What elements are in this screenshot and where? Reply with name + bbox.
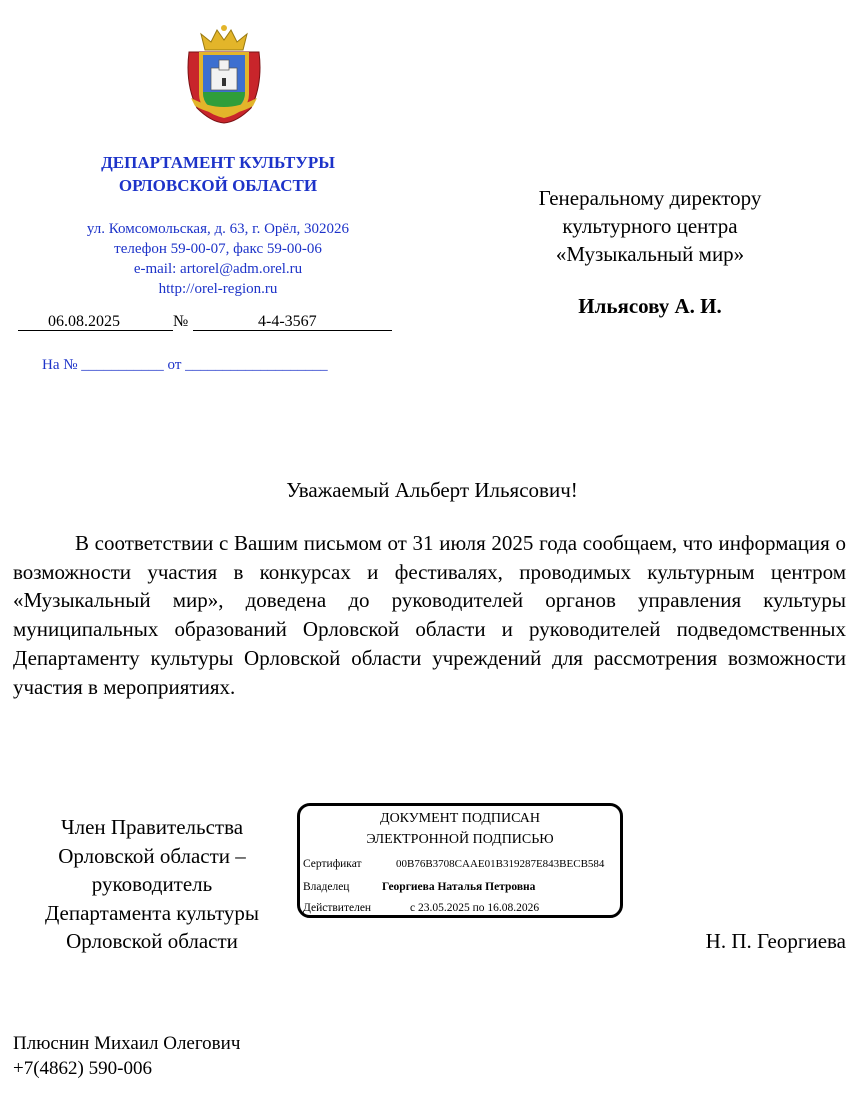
greeting: Уважаемый Альберт Ильясович! [286, 478, 578, 502]
signer-title-line2: Орловской области – [58, 844, 246, 868]
addressee-name: Ильясову А. И. [578, 294, 722, 318]
stamp-owner-label: Владелец [303, 881, 350, 893]
department-email: e-mail: artorel@adm.orel.ru [133, 261, 303, 277]
reference-line: На № ___________ от ___________________ [42, 357, 328, 373]
signer-name: Н. П. Георгиева [705, 929, 846, 953]
stamp-heading1: ДОКУМЕНТ ПОДПИСАН [380, 811, 540, 826]
letter-body: В соответствии с Вашим письмом от 31 июля 2025 года сообщаем, что информация о возможности участия в конкурсах и фестивалях, проводимых культурным центром «Музыкальный мир», доведена до руководителей органов управления культуры муниципальных образований Орловской области и руководителей подведомственных Департаменту культуры Орловской области учреждений для рассмотрения возможности участия в мероприятиях. [13, 531, 846, 699]
stamp-owner-value: Георгиева Наталья Петровна [382, 881, 536, 893]
department-phone-fax: телефон 59-00-07, факс 59-00-06 [114, 241, 322, 257]
stamp-heading2: ЭЛЕКТРОННОЙ ПОДПИСЬЮ [366, 832, 554, 847]
department-address: ул. Комсомольская, д. 63, г. Орёл, 302026 [86, 221, 350, 237]
signer-title-line3: руководитель [91, 872, 213, 896]
coat-of-arms-icon [181, 24, 267, 124]
signer-title-line5: Орловской области [66, 929, 238, 953]
department-name-line1: ДЕПАРТАМЕНТ КУЛЬТУРЫ [101, 153, 335, 172]
stamp-valid-label: Действителен [303, 902, 372, 914]
stamp-valid-value: с 23.05.2025 по 16.08.2026 [410, 902, 540, 914]
executor-name: Плюснин Михаил Олегович [13, 1033, 241, 1054]
registration-line [18, 313, 392, 333]
registration-number-sign: № [173, 313, 189, 330]
addressee-line3: «Музыкальный мир» [555, 242, 745, 266]
stamp-cert-value: 00B76B3708CAAE01B319287E843BECB584 [396, 858, 605, 870]
signer-title-line1: Член Правительства [60, 815, 244, 839]
department-website: http://orel-region.ru [158, 281, 278, 297]
stamp-cert-label: Сертификат [303, 858, 362, 870]
addressee-line2: культурного центра [562, 214, 738, 238]
signer-title-line4: Департамента культуры [44, 901, 260, 925]
executor-phone: +7(4862) 590-006 [13, 1058, 152, 1079]
registration-date: 06.08.2025 [48, 313, 120, 330]
department-name-line2: ОРЛОВСКОЙ ОБЛАСТИ [118, 176, 318, 195]
electronic-signature-stamp [297, 803, 623, 918]
registration-number: 4-4-3567 [258, 313, 317, 330]
addressee-line1: Генеральному директору [538, 186, 762, 210]
